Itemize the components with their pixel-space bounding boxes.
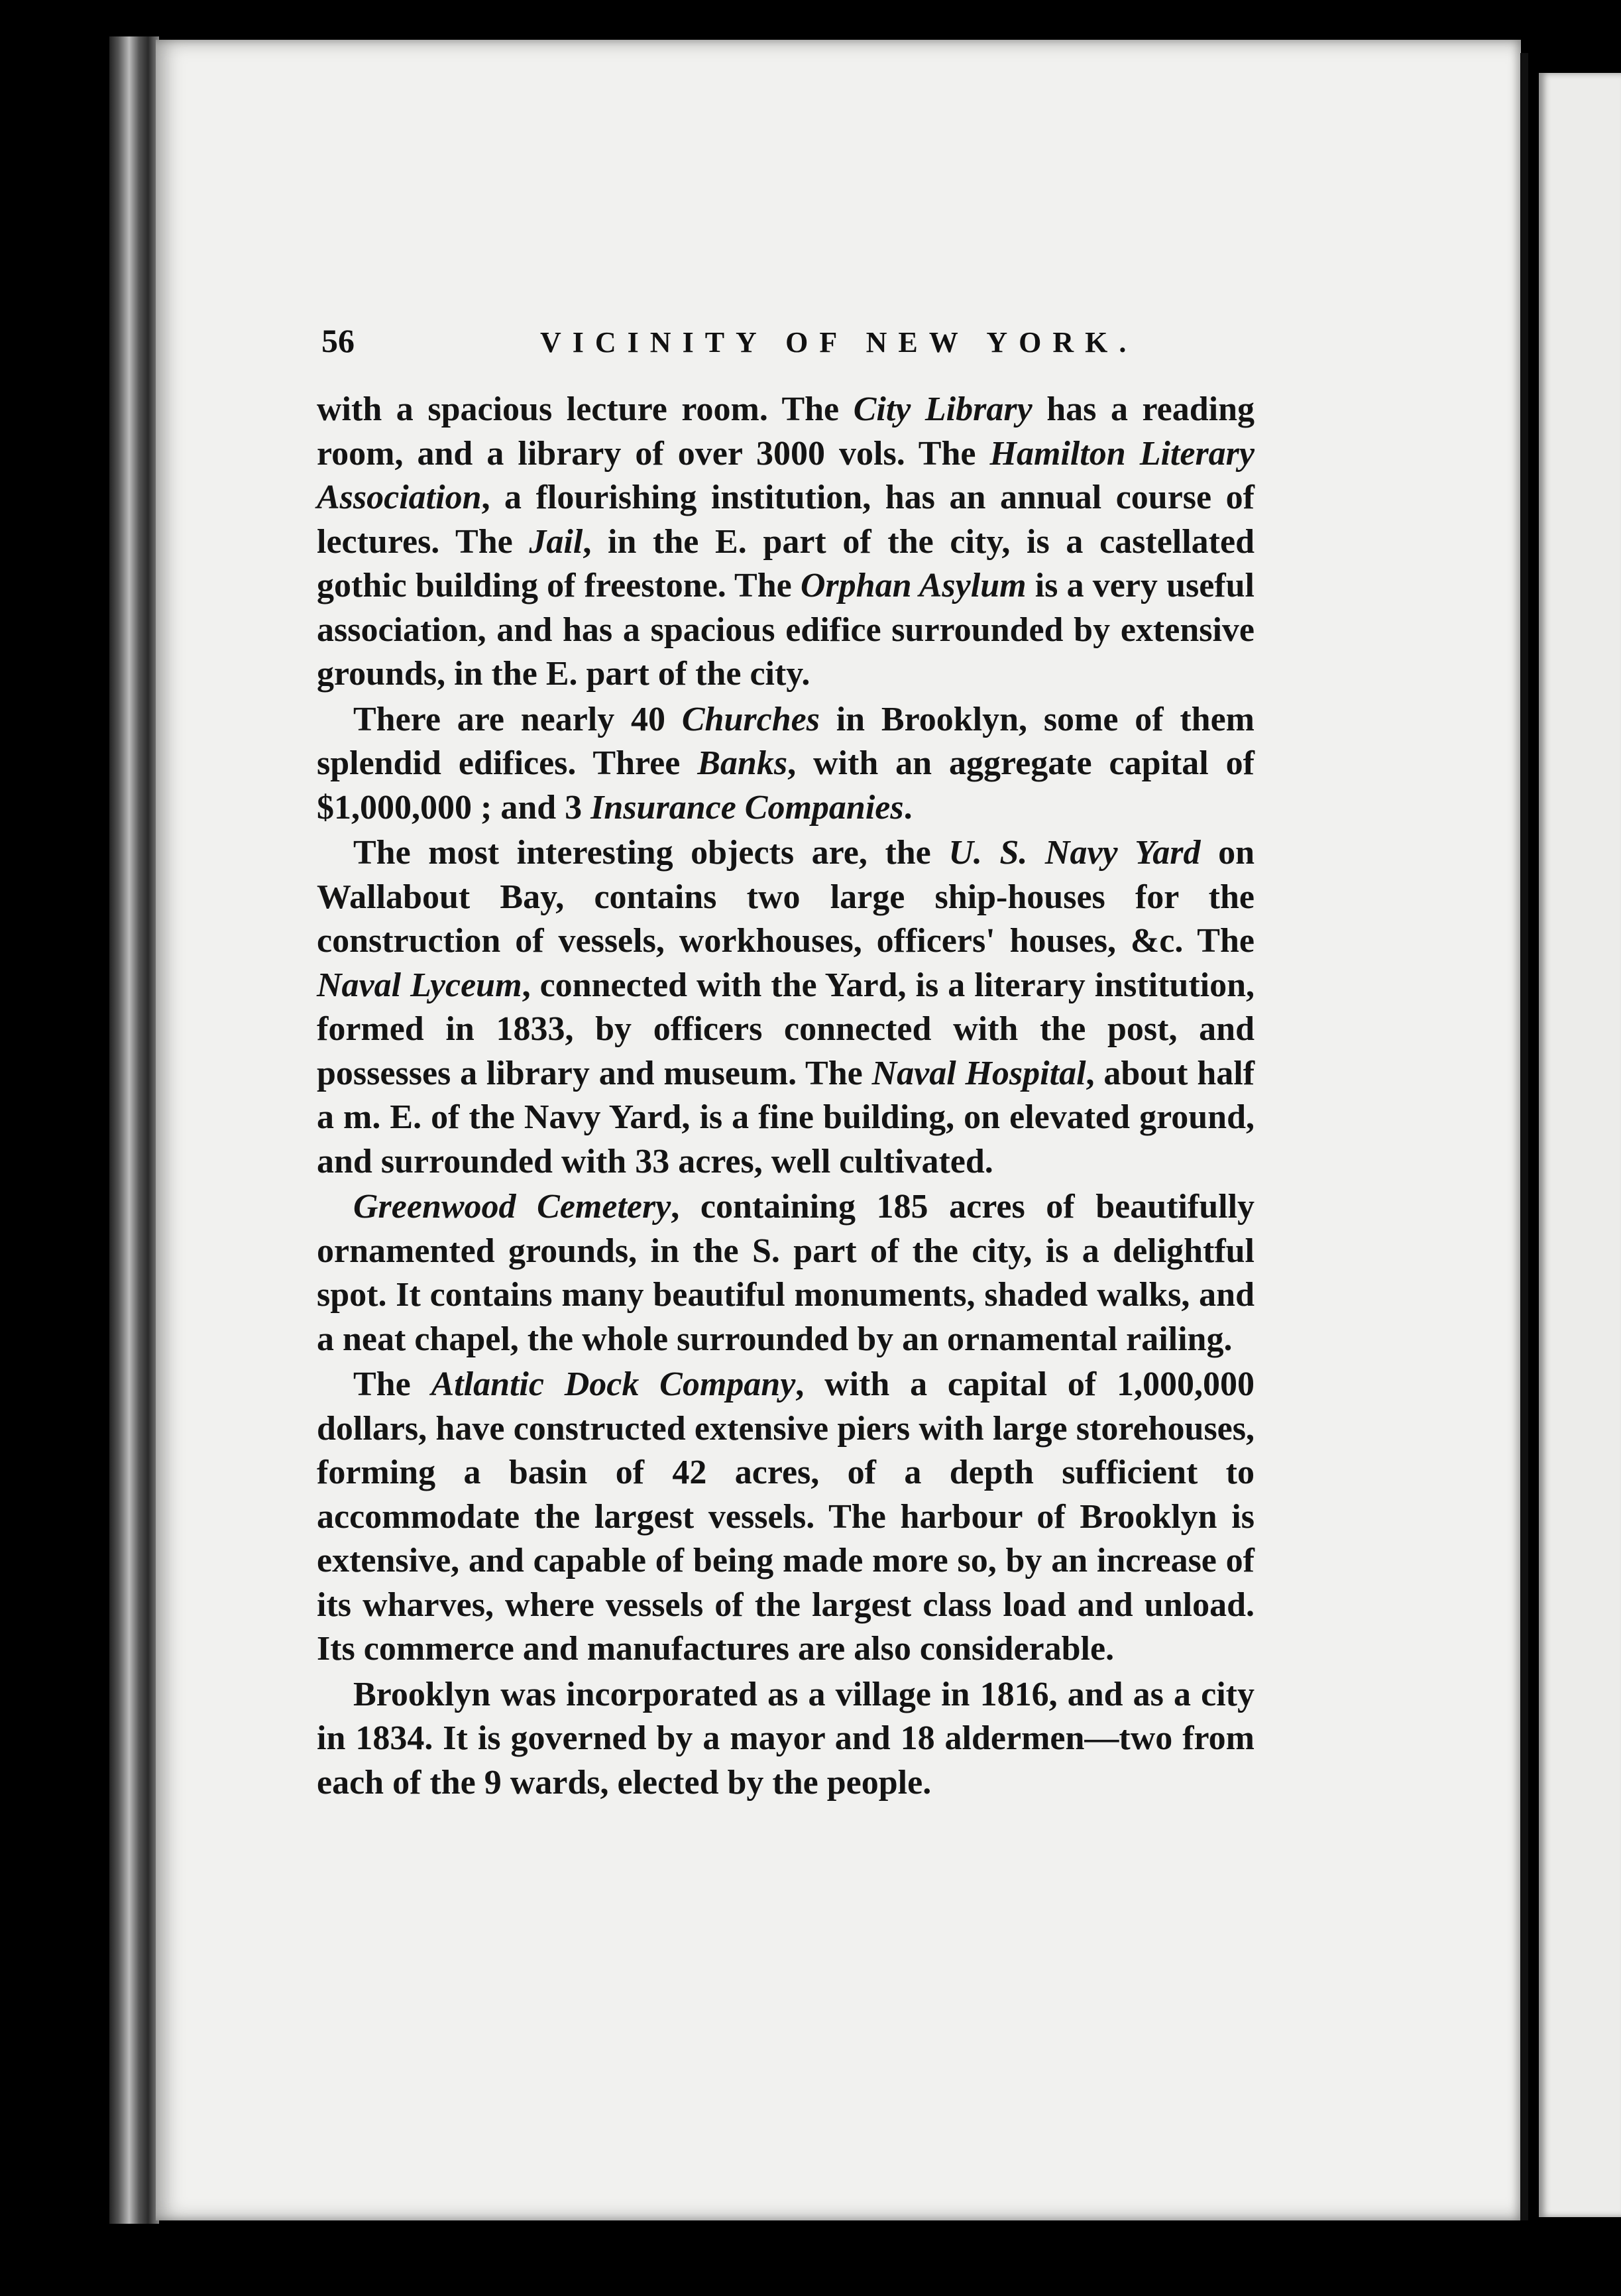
paragraph: [317, 831, 1255, 1184]
text-run: is a very useful association, and has a spacious edifice surrounded by extensive grounds, in the E. part of the city.: [317, 567, 1255, 693]
paragraph: [317, 1185, 1255, 1361]
text-run: .: [903, 788, 913, 827]
italic-term: Orphan Asylum: [800, 567, 1027, 604]
italic-term: Jail: [529, 522, 583, 561]
text-run: , connected with the Yard, is a literary institution, formed in 1833, by officers connected with the post, and possesses a library and museum. The: [317, 966, 1255, 1092]
text-run: has a reading room, and a library of over 3000 vols. The: [317, 390, 1255, 473]
text-run: , containing 185 acres of beautifully ornamented grounds, in the S. part of the city, is a delightful spot. It contains many beautiful monuments, shaded walks, and a neat chapel, the whole surrounded by an ornamental railing.: [317, 1188, 1255, 1358]
page-number: 56: [321, 322, 355, 359]
text-run: , in the E. part of the city, is a castellated gothic building of freestone. The: [317, 522, 1255, 604]
text-run: There are nearly 40: [353, 700, 682, 738]
text-run: , a flourishing institution, has an annual course of lectures. The: [317, 479, 1255, 561]
italic-term: Naval Lyceum: [317, 966, 522, 1004]
italic-term: Insurance Companies: [590, 788, 904, 827]
italic-term: City Library: [853, 390, 1033, 428]
facing-page-edge: [1539, 73, 1621, 2217]
italic-term: Naval Hospital: [871, 1054, 1086, 1092]
text-run: with a spacious lecture room. The: [317, 390, 854, 428]
italic-term: Banks: [697, 744, 788, 782]
italic-term: Churches: [681, 700, 820, 738]
page-header: [321, 321, 1262, 374]
paragraph: [317, 698, 1255, 831]
body-text: [317, 388, 1255, 1806]
italic-term: U. S. Navy Yard: [948, 834, 1201, 872]
text-run: , about half a m. E. of the Navy Yard, is a fine building, on elevated ground, and surrounded with 33 acres, well cultivated.: [317, 1054, 1255, 1180]
left-page-edge: [109, 36, 159, 2224]
text-run: Brooklyn was incorporated as a village in 1816, and as a city in 1834. It is governed by a mayor and 18 aldermen—two from each of the 9 wards, elected by the people.: [317, 1675, 1255, 1802]
text-run: The: [353, 1365, 431, 1403]
italic-term: Hamilton Literary Association: [317, 434, 1255, 516]
paragraph: [317, 388, 1255, 697]
page-gutter: [1520, 53, 1528, 2220]
text-run: , with a capital of 1,000,000 dollars, have constructed extensive piers with large storehouses, forming a basin of 42 acres, of a depth sufficient to accommodate the largest vessels. The harbour of Brooklyn is extensive, and capable of being made more so, by an increase of its wharves, where vessels of the largest class load and unload. Its commerce and manufactures are also considerable.: [317, 1365, 1255, 1668]
italic-term: Atlantic Dock Company: [431, 1365, 796, 1403]
text-run: in Brooklyn, some of them splendid edifices. Three: [317, 700, 1255, 782]
text-run: The most interesting objects are, the: [353, 834, 949, 872]
italic-term: Greenwood Cemetery: [353, 1188, 671, 1226]
paragraph: [317, 1673, 1255, 1806]
text-run: , with an aggregate capital of $1,000,000 ; and 3: [317, 744, 1255, 827]
text-run: on Wallabout Bay, contains two large ship-houses for the construction of vessels, workhouses, officers' houses, &c. The: [317, 834, 1255, 960]
paragraph: [317, 1363, 1255, 1672]
running-head: VICINITY OF NEW YORK.: [540, 326, 1138, 359]
